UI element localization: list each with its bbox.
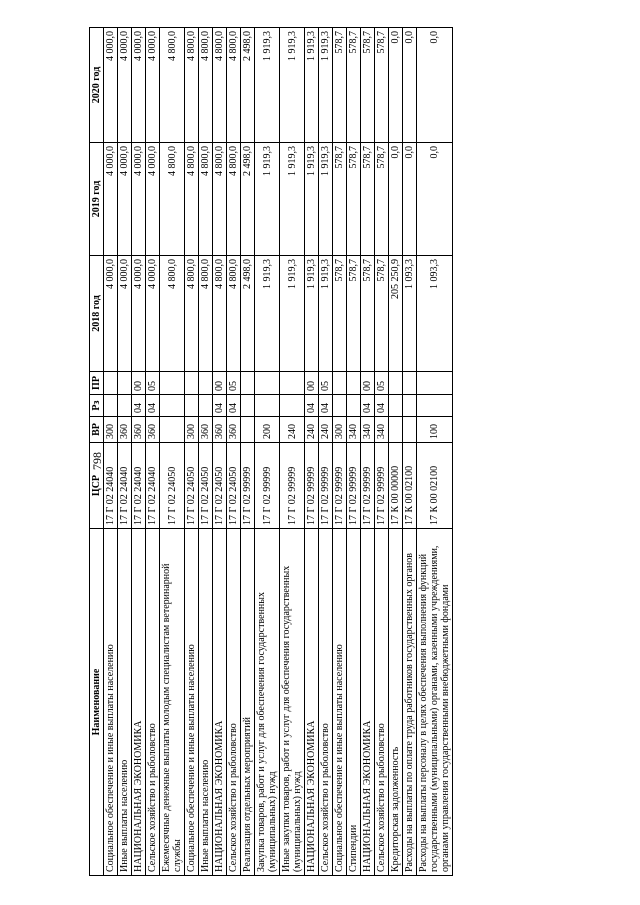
cell-pr [280, 372, 305, 395]
cell-2020: 4 800,0 [160, 28, 185, 143]
cell-csr: 17 Г 02 24040 [146, 443, 160, 529]
cell-rz [185, 395, 199, 417]
cell-name: Закупка товаров, работ и услуг для обеспечения государственных (муниципальных) нужд [255, 529, 280, 876]
cell-name: Иные выплаты населению [118, 529, 132, 876]
cell-2019: 4 800,0 [199, 143, 213, 256]
cell-csr: 17 Г 02 24040 [104, 443, 118, 529]
cell-pr: 05 [319, 372, 333, 395]
cell-vr: 300 [104, 417, 118, 443]
cell-rz: 04 [227, 395, 241, 417]
cell-2020: 1 919,3 [255, 28, 280, 143]
header-csr: ЦСР [90, 443, 104, 529]
cell-rz: 04 [361, 395, 375, 417]
cell-vr: 100 [417, 417, 453, 443]
cell-rz [417, 395, 453, 417]
cell-name: НАЦИОНАЛЬНАЯ ЭКОНОМИКА [132, 529, 146, 876]
cell-pr [241, 372, 255, 395]
cell-2019: 4 800,0 [185, 143, 199, 256]
header-2019: 2019 год [90, 143, 104, 256]
cell-rz [389, 395, 403, 417]
cell-2019: 4 000,0 [146, 143, 160, 256]
cell-rz [280, 395, 305, 417]
cell-pr: 00 [361, 372, 375, 395]
table-row [347, 28, 361, 876]
cell-2019: 4 000,0 [118, 143, 132, 256]
cell-csr: 17 Г 02 99999 [333, 443, 347, 529]
cell-2019: 0,0 [389, 143, 403, 256]
cell-2020: 1 919,3 [319, 28, 333, 143]
cell-name: Расходы на выплаты персоналу в целях обеспечения выполнения функций государственными (муниципальными) органами, казенными учреждениями, органами управления государственными внебюджетными фондами [417, 529, 453, 876]
cell-2020: 578,7 [347, 28, 361, 143]
cell-pr: 05 [375, 372, 389, 395]
cell-2019: 1 919,3 [319, 143, 333, 256]
cell-vr [389, 417, 403, 443]
cell-vr: 360 [213, 417, 227, 443]
cell-pr [255, 372, 280, 395]
cell-name: Сельское хозяйство и рыболовство [375, 529, 389, 876]
cell-vr [241, 417, 255, 443]
table-row [305, 28, 319, 876]
cell-name: НАЦИОНАЛЬНАЯ ЭКОНОМИКА [213, 529, 227, 876]
cell-csr: 17 Г 02 99999 [280, 443, 305, 529]
cell-name: Социальное обеспечение и иные выплаты населению [185, 529, 199, 876]
table-row [199, 28, 213, 876]
cell-2018: 578,7 [361, 256, 375, 372]
cell-vr [403, 417, 417, 443]
cell-name: Иные выплаты населению [199, 529, 213, 876]
cell-2020: 4 800,0 [213, 28, 227, 143]
cell-2020: 0,0 [389, 28, 403, 143]
cell-vr: 300 [185, 417, 199, 443]
cell-csr: 17 Г 02 99999 [361, 443, 375, 529]
budget-table [89, 27, 453, 876]
table-header-row [90, 28, 104, 876]
cell-2020: 4 000,0 [104, 28, 118, 143]
cell-csr: 17 Г 02 99999 [255, 443, 280, 529]
cell-2019: 4 000,0 [104, 143, 118, 256]
table-body [104, 28, 453, 876]
cell-csr: 17 Г 02 99999 [375, 443, 389, 529]
cell-csr: 17 Г 02 24050 [160, 443, 185, 529]
cell-csr: 17 Г 02 24050 [227, 443, 241, 529]
cell-2019: 578,7 [361, 143, 375, 256]
header-2018: 2018 год [90, 256, 104, 372]
cell-vr: 300 [333, 417, 347, 443]
table-row [389, 28, 403, 876]
cell-2019: 0,0 [403, 143, 417, 256]
cell-vr: 200 [255, 417, 280, 443]
cell-csr: 17 Г 02 99999 [347, 443, 361, 529]
cell-vr: 340 [375, 417, 389, 443]
cell-name: Стипендии [347, 529, 361, 876]
cell-2018: 1 919,3 [305, 256, 319, 372]
table-row [185, 28, 199, 876]
cell-rz: 04 [375, 395, 389, 417]
cell-2019: 4 800,0 [227, 143, 241, 256]
cell-pr: 00 [305, 372, 319, 395]
cell-2020: 1 919,3 [305, 28, 319, 143]
rotated-table-container [89, 28, 615, 876]
cell-2018: 4 000,0 [118, 256, 132, 372]
cell-2019: 1 919,3 [255, 143, 280, 256]
table-row [132, 28, 146, 876]
cell-2020: 4 000,0 [118, 28, 132, 143]
cell-pr [417, 372, 453, 395]
table-row [375, 28, 389, 876]
cell-2018: 1 919,3 [255, 256, 280, 372]
cell-2018: 1 093,3 [417, 256, 453, 372]
table-row [241, 28, 255, 876]
cell-name: Социальное обеспечение и иные выплаты населению [333, 529, 347, 876]
cell-vr: 340 [361, 417, 375, 443]
cell-name: Кредиторская задолженность [389, 529, 403, 876]
cell-2019: 4 000,0 [132, 143, 146, 256]
cell-vr: 240 [305, 417, 319, 443]
cell-vr: 240 [280, 417, 305, 443]
table-row [319, 28, 333, 876]
cell-2018: 4 000,0 [146, 256, 160, 372]
cell-2020: 578,7 [375, 28, 389, 143]
cell-vr: 340 [347, 417, 361, 443]
cell-rz [333, 395, 347, 417]
cell-rz [199, 395, 213, 417]
cell-vr: 360 [199, 417, 213, 443]
cell-pr: 00 [213, 372, 227, 395]
page-number: 798 [90, 452, 104, 470]
cell-2018: 578,7 [347, 256, 361, 372]
table-row [361, 28, 375, 876]
cell-2019: 578,7 [347, 143, 361, 256]
cell-2019: 0,0 [417, 143, 453, 256]
cell-pr [160, 372, 185, 395]
cell-csr: 17 Г 02 24050 [185, 443, 199, 529]
cell-vr: 360 [227, 417, 241, 443]
table-row [213, 28, 227, 876]
table-row [104, 28, 118, 876]
cell-csr: 17 Г 02 99999 [305, 443, 319, 529]
cell-name: Ежемесячные денежные выплаты молодым специалистам ветеринарной службы [160, 529, 185, 876]
cell-2018: 1 919,3 [319, 256, 333, 372]
cell-rz [118, 395, 132, 417]
cell-name: Расходы на выплаты по оплате труда работников государственных органов [403, 529, 417, 876]
cell-2020: 578,7 [333, 28, 347, 143]
table-row [146, 28, 160, 876]
header-2020: 2020 год [90, 28, 104, 143]
cell-name: Социальное обеспечение и иные выплаты населению [104, 529, 118, 876]
cell-2020: 4 000,0 [146, 28, 160, 143]
cell-name: Сельское хозяйство и рыболовство [146, 529, 160, 876]
cell-vr: 240 [319, 417, 333, 443]
cell-2018: 578,7 [375, 256, 389, 372]
cell-pr [347, 372, 361, 395]
cell-2020: 0,0 [403, 28, 417, 143]
table-row [118, 28, 132, 876]
cell-csr: 17 Г 02 24050 [199, 443, 213, 529]
cell-pr [185, 372, 199, 395]
cell-rz: 04 [146, 395, 160, 417]
table-row [417, 28, 453, 876]
cell-rz: 04 [132, 395, 146, 417]
cell-2018: 205 250,9 [389, 256, 403, 372]
cell-2018: 4 800,0 [160, 256, 185, 372]
cell-csr: 17 Г 02 99999 [319, 443, 333, 529]
cell-rz: 04 [213, 395, 227, 417]
cell-2018: 578,7 [333, 256, 347, 372]
cell-2018: 4 800,0 [185, 256, 199, 372]
cell-name: НАЦИОНАЛЬНАЯ ЭКОНОМИКА [305, 529, 319, 876]
header-vr: ВР [90, 417, 104, 443]
cell-vr: 360 [118, 417, 132, 443]
cell-pr [333, 372, 347, 395]
cell-csr: 17 Г 02 24040 [132, 443, 146, 529]
cell-2018: 2 498,0 [241, 256, 255, 372]
table-row [333, 28, 347, 876]
cell-name: НАЦИОНАЛЬНАЯ ЭКОНОМИКА [361, 529, 375, 876]
cell-rz: 04 [305, 395, 319, 417]
cell-2020: 4 800,0 [185, 28, 199, 143]
header-rz: Рз [90, 395, 104, 417]
cell-2020: 0,0 [417, 28, 453, 143]
cell-name: Иные закупки товаров, работ и услуг для обеспечения государственных (муниципальных) нужд [280, 529, 305, 876]
cell-pr [104, 372, 118, 395]
cell-csr: 17 К 00 02100 [417, 443, 453, 529]
cell-rz [160, 395, 185, 417]
cell-name: Сельское хозяйство и рыболовство [319, 529, 333, 876]
cell-pr [199, 372, 213, 395]
cell-pr [403, 372, 417, 395]
cell-2019: 578,7 [333, 143, 347, 256]
cell-2018: 4 800,0 [213, 256, 227, 372]
cell-pr [389, 372, 403, 395]
cell-csr: 17 К 00 00000 [389, 443, 403, 529]
cell-2020: 4 800,0 [199, 28, 213, 143]
cell-rz [403, 395, 417, 417]
cell-vr [160, 417, 185, 443]
cell-2019: 578,7 [375, 143, 389, 256]
cell-rz [347, 395, 361, 417]
cell-pr: 00 [132, 372, 146, 395]
cell-csr: 17 Г 02 24050 [213, 443, 227, 529]
cell-2020: 4 800,0 [227, 28, 241, 143]
table-row [227, 28, 241, 876]
cell-csr: 17 К 00 02100 [403, 443, 417, 529]
cell-rz: 04 [319, 395, 333, 417]
cell-2019: 4 800,0 [160, 143, 185, 256]
cell-rz [241, 395, 255, 417]
table-row [280, 28, 305, 876]
cell-rz [104, 395, 118, 417]
cell-2018: 4 000,0 [132, 256, 146, 372]
cell-2018: 1 093,3 [403, 256, 417, 372]
cell-vr: 360 [146, 417, 160, 443]
cell-vr: 360 [132, 417, 146, 443]
cell-csr: 17 Г 02 99999 [241, 443, 255, 529]
cell-2018: 1 919,3 [280, 256, 305, 372]
header-pr: ПР [90, 372, 104, 395]
cell-2019: 2 498,0 [241, 143, 255, 256]
table-row [255, 28, 280, 876]
cell-name: Реализация отдельных мероприятий [241, 529, 255, 876]
table-row [403, 28, 417, 876]
cell-2020: 1 919,3 [280, 28, 305, 143]
cell-2019: 1 919,3 [280, 143, 305, 256]
cell-csr: 17 Г 02 24040 [118, 443, 132, 529]
cell-2018: 4 800,0 [227, 256, 241, 372]
cell-pr [118, 372, 132, 395]
cell-2018: 4 000,0 [104, 256, 118, 372]
cell-2020: 2 498,0 [241, 28, 255, 143]
cell-pr: 05 [227, 372, 241, 395]
header-name: Наименование [90, 529, 104, 876]
cell-2020: 4 000,0 [132, 28, 146, 143]
cell-rz [255, 395, 280, 417]
cell-name: Сельское хозяйство и рыболовство [227, 529, 241, 876]
cell-2019: 1 919,3 [305, 143, 319, 256]
cell-2020: 578,7 [361, 28, 375, 143]
cell-2019: 4 800,0 [213, 143, 227, 256]
table-row [160, 28, 185, 876]
cell-2018: 4 800,0 [199, 256, 213, 372]
cell-pr: 05 [146, 372, 160, 395]
